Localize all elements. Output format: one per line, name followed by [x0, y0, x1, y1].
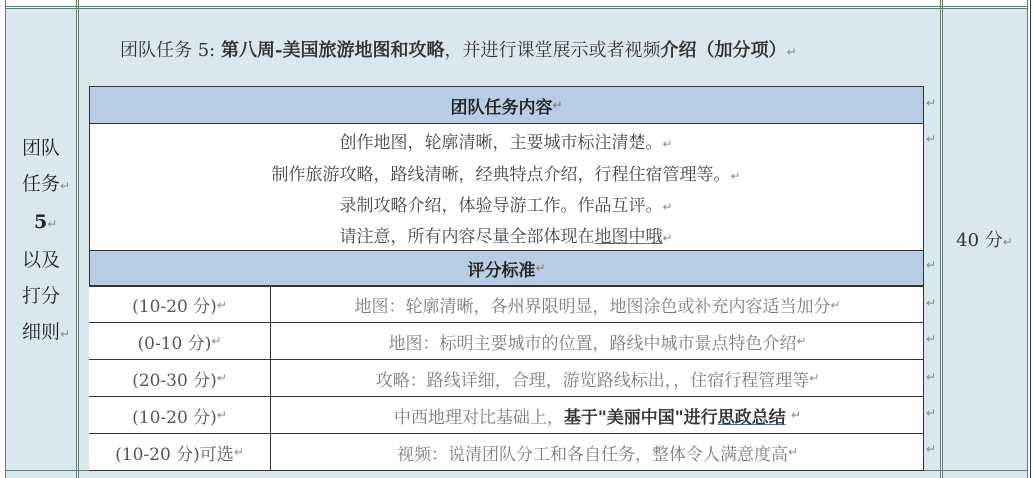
criteria-score: (10-20 分) ↵	[89, 287, 271, 322]
left-label: 团队 任务↵ 5↵ 以及 打分 细则↵	[22, 137, 71, 343]
total-score: 40 分↵	[956, 230, 1013, 251]
left-label-line: 细则	[22, 321, 61, 343]
content-line: 请注意，所有内容尽量全部体现在地图中哦↵	[339, 227, 673, 247]
criteria-desc: 地图：轮廓清晰，各州界限明显，地图涂色或补充内容适当加分 ↵	[354, 297, 841, 317]
map-link-text: 地图中哦	[594, 227, 663, 247]
criteria-desc: 攻略：路线详细，合理，游览路线标出，，住宿行程管理等 ↵	[375, 370, 820, 391]
task-title: 团队任务 5: 第八周-美国旅游地图和攻略，并进行课堂展示或者视频介绍（加分项）↵	[120, 40, 797, 61]
content-line: 创作地图，轮廓清晰，主要城市标注清楚。↵	[339, 133, 673, 153]
criteria-score: (10-20 分)可选 ↵	[89, 434, 271, 470]
criteria-score: (20-30 分) ↵	[89, 360, 271, 396]
left-label-line: 5	[34, 211, 48, 233]
criteria-row	[89, 322, 924, 359]
content-header: 团队任务内容 ↵	[89, 86, 924, 124]
criteria-score: (10-20 分) ↵	[89, 397, 271, 433]
criteria-header: 评分标准 ↵	[89, 250, 924, 286]
criteria-desc: 中西地理对比基础上， 基于"美丽中国"进行 思政总结 ↵	[393, 407, 802, 428]
left-label-line: 团队	[22, 137, 61, 159]
left-label-line: 任务	[22, 173, 61, 195]
criteria-score: (0-10 分) ↵	[89, 323, 271, 359]
criteria-row	[89, 433, 924, 470]
criteria-row	[89, 359, 924, 396]
left-label-line: 打分	[22, 285, 61, 307]
content-line: 录制攻略介绍，体验导游工作。作品互评。↵	[339, 196, 673, 216]
criteria-row	[89, 396, 924, 433]
content-line: 制作旅游攻略，路线清晰，经典特点介绍，行程住宿管理等。↵	[271, 165, 741, 185]
left-label-line: 以及	[22, 249, 61, 271]
criteria-row	[89, 286, 924, 322]
criteria-desc: 地图：标明主要城市的位置，路线中城市景点特色介绍 ↵	[388, 333, 807, 354]
criteria-desc: 视频：说清团队分工和各自任务，整体令人满意度高 ↵	[396, 444, 799, 465]
